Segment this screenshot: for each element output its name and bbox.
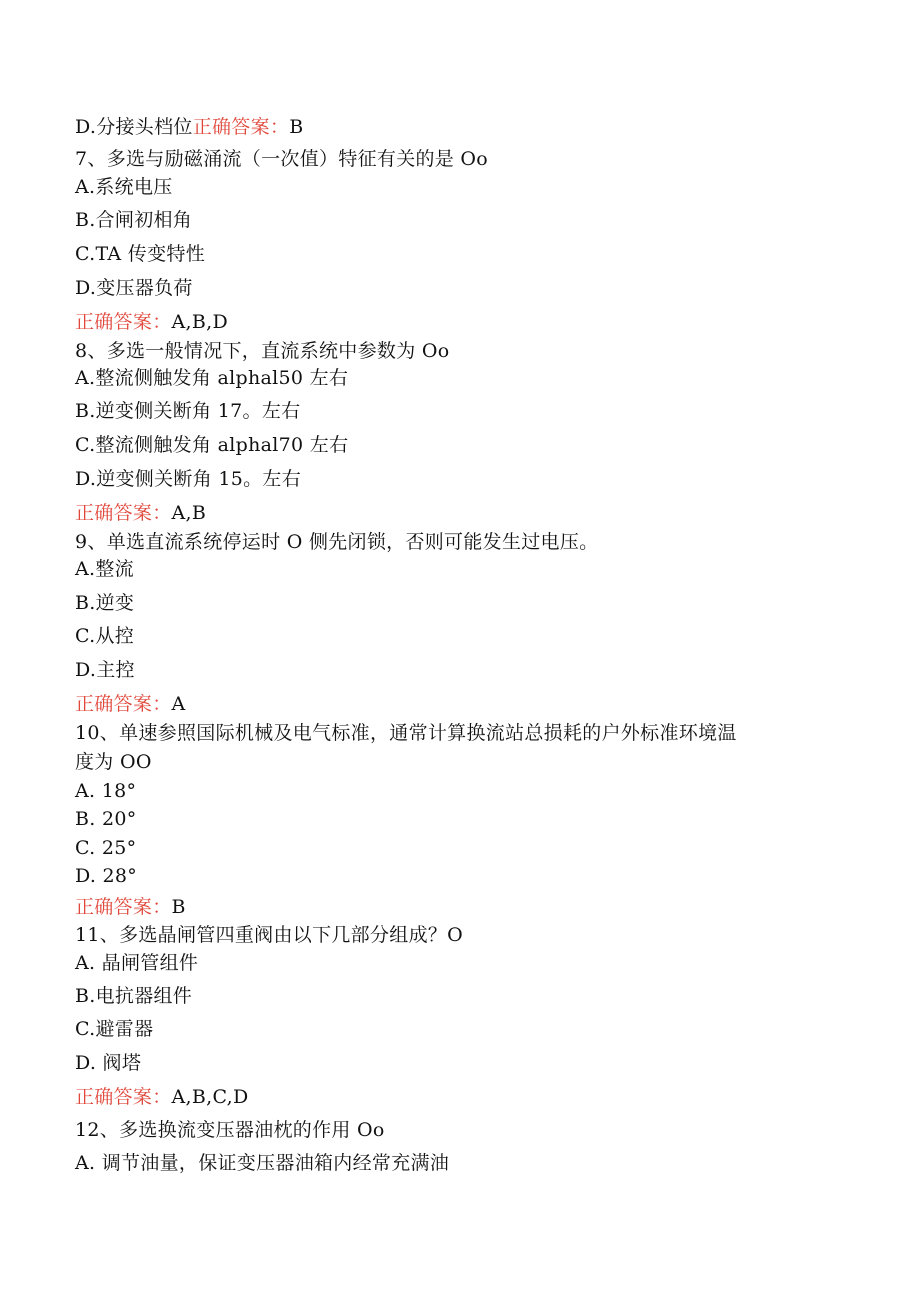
q7-option-d: D.变压器负荷 xyxy=(75,277,193,299)
q9-option-b: B.逆变 xyxy=(75,592,135,614)
q11-option-a: A. 晶闸管组件 xyxy=(75,952,199,974)
q10-option-a: A. 18° xyxy=(75,780,137,802)
q11-answer-value: A,B,C,D xyxy=(171,1086,249,1108)
q9-answer-label: 正确答案： xyxy=(75,693,172,715)
q10-stem-line-2: 度为 OO xyxy=(75,751,152,773)
q10-answer xyxy=(75,895,186,919)
q7-option-a: A.系统电压 xyxy=(75,176,173,198)
q8-answer-label: 正确答案： xyxy=(75,502,172,524)
q6-option-d: D.分接头档位 xyxy=(75,116,193,138)
q8-answer xyxy=(75,501,206,525)
q7-stem: 7、多选与励磁涌流（一次值）特征有关的是 Oo xyxy=(75,148,489,170)
q8-option-b: B.逆变侧关断角 17。左右 xyxy=(75,400,301,422)
q9-option-a: A.整流 xyxy=(75,558,134,580)
q10-answer-label: 正确答案： xyxy=(75,896,172,918)
q12-option-a: A. 调节油量，保证变压器油箱内经常充满油 xyxy=(75,1152,450,1174)
q10-option-d: D. 28° xyxy=(75,865,138,887)
q9-stem: 9、单选直流系统停运时 O 侧先闭锁，否则可能发生过电压。 xyxy=(75,531,599,553)
q7-option-c: C.TA 传变特性 xyxy=(75,243,205,265)
q12-stem: 12、多选换流变压器油枕的作用 Oo xyxy=(75,1119,385,1141)
q10-answer-value: B xyxy=(171,896,186,918)
q6-answer-label: 正确答案： xyxy=(192,116,290,138)
q9-answer xyxy=(75,692,186,716)
q7-option-b: B.合闸初相角 xyxy=(75,209,193,231)
q7-answer-value: A,B,D xyxy=(171,311,229,333)
q9-option-c: C.从控 xyxy=(75,625,135,647)
q10-stem-line-1: 10、单速参照国际机械及电气标准，通常计算换流站总损耗的户外标准环境温 xyxy=(75,722,737,744)
q8-option-d: D.逆变侧关断角 15。左右 xyxy=(75,468,302,490)
q10-option-b: B. 20° xyxy=(75,808,137,830)
q9-answer-value: A xyxy=(171,693,186,715)
q8-stem: 8、多选一般情况下，直流系统中参数为 Oo xyxy=(75,340,450,362)
q11-stem: 11、多选晶闸管四重阀由以下几部分组成？O xyxy=(75,924,464,946)
q8-option-a: A.整流侧触发角 alphal50 左右 xyxy=(75,367,349,389)
q6-option-d-line xyxy=(75,115,303,139)
q11-option-b: B.电抗器组件 xyxy=(75,985,193,1007)
q11-option-c: C.避雷器 xyxy=(75,1018,154,1040)
q10-option-c: C. 25° xyxy=(75,837,137,859)
q8-option-c: C.整流侧触发角 alphal70 左右 xyxy=(75,434,349,456)
q11-answer-label: 正确答案： xyxy=(75,1086,172,1108)
q6-answer-value: B xyxy=(289,116,304,138)
q11-option-d: D. 阀塔 xyxy=(75,1052,142,1074)
q9-option-d: D.主控 xyxy=(75,659,135,681)
q7-answer xyxy=(75,310,228,334)
q7-answer-label: 正确答案： xyxy=(75,311,172,333)
q8-answer-value: A,B xyxy=(171,502,207,524)
q11-answer xyxy=(75,1085,249,1109)
